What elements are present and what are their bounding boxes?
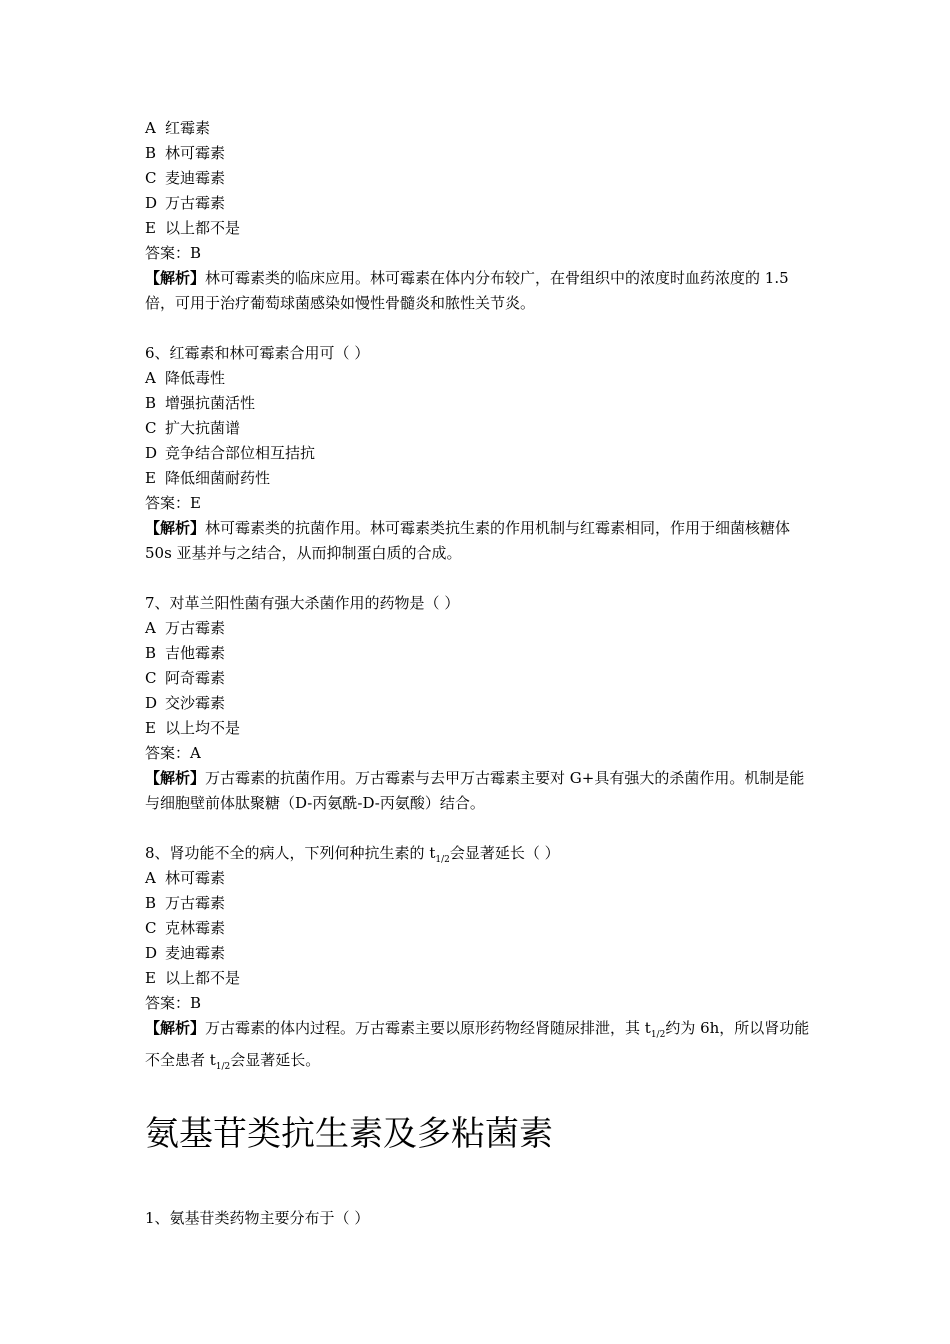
option-a: A 降低毒性 [145,369,226,387]
question-7 [145,591,810,816]
question-6 [145,341,810,566]
analysis: 【解析】万古霉素的体内过程。万古霉素主要以原形药物经肾随尿排泄，其 $t_{1/2}$约为 6h，所以肾功能不全患者 $t_{1/2}$会显著延长。 [145,1019,810,1072]
answer: 答案：A [145,744,201,762]
option-e: E 以上都不是 [145,219,241,237]
subscript: 1/2 [650,1030,666,1040]
section-title: 氨基苷类抗生素及多粘菌素 [145,1114,553,1154]
analysis: 【解析】林可霉素类的临床应用。林可霉素在体内分布较广，在骨组织中的浓度时血药浓度的 1.5 倍，可用于治疗葡萄球菌感染如慢性骨髓炎和脓性关节炎。 [145,269,789,312]
option-b: B 吉他霉素 [145,644,226,662]
option-e: E 以上均不是 [145,719,241,737]
option-d: D 麦迪霉素 [145,944,226,962]
option-d: D 万古霉素 [145,194,226,212]
analysis: 【解析】林可霉素类的抗菌作用。林可霉素类抗生素的作用机制与红霉素相同，作用于细菌核糖体 50s 亚基并与之结合，从而抑制蛋白质的合成。 [145,519,791,562]
option-b: B 林可霉素 [145,144,226,162]
subscript: 1/2 [215,1062,231,1072]
question-5 [145,116,810,316]
question-text: 7、对革兰阳性菌有强大杀菌作用的药物是（ ） [145,594,460,612]
analysis: 【解析】万古霉素的抗菌作用。万古霉素与去甲万古霉素主要对 G+具有强大的杀菌作用。机制是能与细胞壁前体肽聚糖（D-丙氨酰-D-丙氨酸）结合。 [145,769,805,812]
option-b: B 增强抗菌活性 [145,394,256,412]
section-question-1: 1、氨基苷类药物主要分布于（ ） [145,1209,370,1227]
option-e: E 降低细菌耐药性 [145,469,271,487]
option-c: C 麦迪霉素 [145,169,226,187]
question-text: 8、肾功能不全的病人，下列何种抗生素的 $t_{1/2}$会显著延长（ ） [145,844,560,865]
option-e: E 以上都不是 [145,969,241,987]
answer: 答案：B [145,994,202,1012]
document-page [145,116,810,1231]
answer: 答案：B [145,244,202,262]
option-d: D 交沙霉素 [145,694,226,712]
option-c: C 扩大抗菌谱 [145,419,241,437]
option-a: A 红霉素 [145,119,211,137]
question-8 [145,841,810,1080]
option-a: A 林可霉素 [145,869,226,887]
option-b: B 万古霉素 [145,894,226,912]
option-c: C 克林霉素 [145,919,226,937]
option-a: A 万古霉素 [145,619,226,637]
answer: 答案：E [145,494,201,512]
subscript: 1/2 [435,855,450,865]
option-c: C 阿奇霉素 [145,669,226,687]
question-text: 6、红霉素和林可霉素合用可（ ） [145,344,370,362]
option-d: D 竞争结合部位相互拮抗 [145,444,316,462]
